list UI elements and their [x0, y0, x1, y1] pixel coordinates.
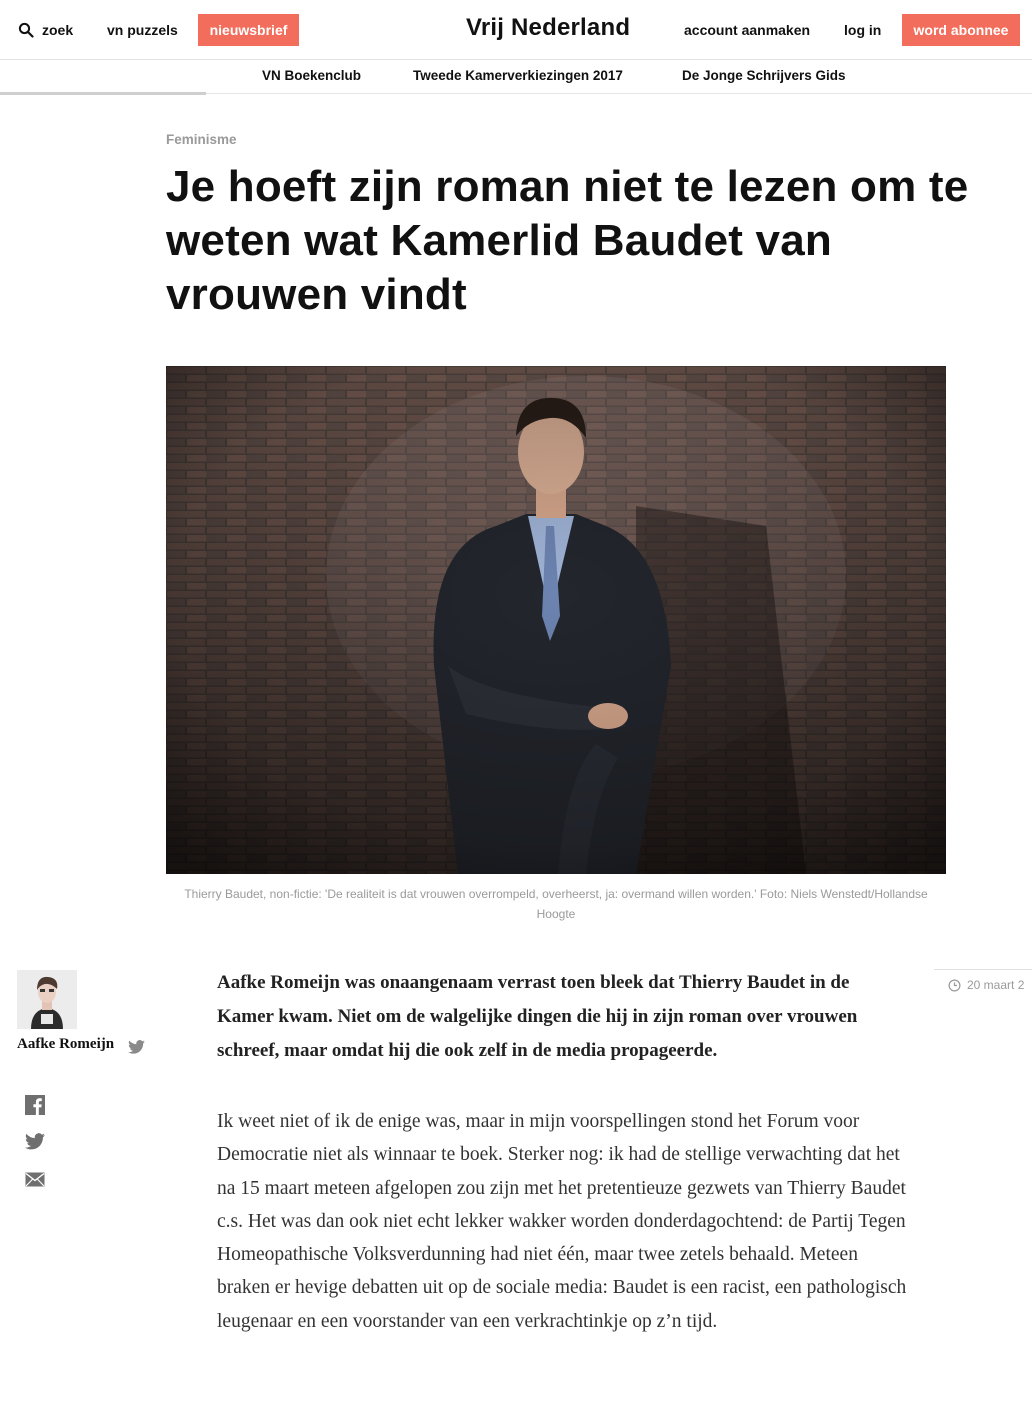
search-button[interactable]	[18, 14, 73, 46]
subscribe-button[interactable]: word abonnee	[902, 14, 1020, 46]
publish-date	[948, 978, 1024, 992]
mail-icon	[25, 1172, 45, 1187]
search-icon	[18, 22, 34, 38]
top-navigation	[0, 0, 1032, 60]
sub-navigation	[0, 60, 1032, 94]
publish-date-text: 20 maart 2	[967, 978, 1025, 992]
share-facebook-button[interactable]	[25, 1095, 45, 1120]
article-photo	[166, 366, 946, 874]
article-category[interactable]: Feminisme	[166, 132, 237, 147]
twitter-icon	[25, 1133, 45, 1150]
share-mail-button[interactable]	[25, 1172, 45, 1192]
twitter-icon	[128, 1040, 145, 1054]
share-twitter-button[interactable]	[25, 1133, 45, 1155]
newsletter-button[interactable]: nieuwsbrief	[198, 14, 299, 46]
author-twitter-link[interactable]	[128, 1040, 145, 1059]
subnav-item-boekenclub[interactable]: VN Boekenclub	[262, 68, 362, 83]
search-label: zoek	[42, 22, 74, 38]
article-title: Je hoeft zijn roman niet te lezen om te weten wat Kamerlid Baudet van vrouwen vindt	[166, 162, 969, 319]
subnav-item-schrijvers-gids[interactable]: De Jonge Schrijvers Gids	[682, 68, 846, 83]
puzzels-link[interactable]: vn puzzels	[107, 22, 178, 38]
create-account-link[interactable]: account aanmaken	[684, 22, 811, 38]
login-link[interactable]: log in	[844, 22, 882, 38]
facebook-icon	[25, 1095, 45, 1115]
author-avatar[interactable]	[17, 970, 77, 1029]
subnav-item-verkiezingen[interactable]: Tweede Kamerverkiezingen 2017	[413, 68, 623, 83]
article-body-paragraph: Ik weet niet of ik de enige was, maar in mijn voorspellingen stond het Forum voor Democratie niet als winnaar te boek. Sterker nog: ik had de stellige verwachting dat het na 15 maart meteen afgelopen zou zijn met het pretentieuze gezwets van Thierry Baudet c.s. Het was dan ook niet echt lekker wakker worden donderdagochtend: de Partij Tegen Homeopathische Volksverdunning had niet één, maar twee zetels behaald. Meteen braken er hevige debatten uit op de sociale media: Baudet is een racist, een pathologisch leugenaar en een voorstander van een verkrachtinkje op z’n tijd.	[217, 1111, 907, 1332]
article-intro: Aafke Romeijn was onaangenaam verrast toen bleek dat Thierry Baudet in de Kamer kwam. Niet om de walgelijke dingen die hij in zijn roman over vrouwen schreef, maar omdat hij die ook zelf in de media propageerde.	[217, 972, 858, 1061]
photo-caption: Thierry Baudet, non-fictie: 'De realiteit is dat vrouwen overrompeld, overheerst, ja: overmand willen worden.' Foto: Niels Wenstedt/Hollandse Hoogte	[184, 887, 928, 921]
author-name[interactable]: Aafke Romeijn	[17, 1036, 115, 1052]
reading-progress-bar	[0, 92, 206, 95]
site-logo[interactable]: Vrij Nederland	[466, 14, 631, 41]
clock-icon	[948, 979, 961, 992]
date-divider	[934, 969, 1032, 970]
